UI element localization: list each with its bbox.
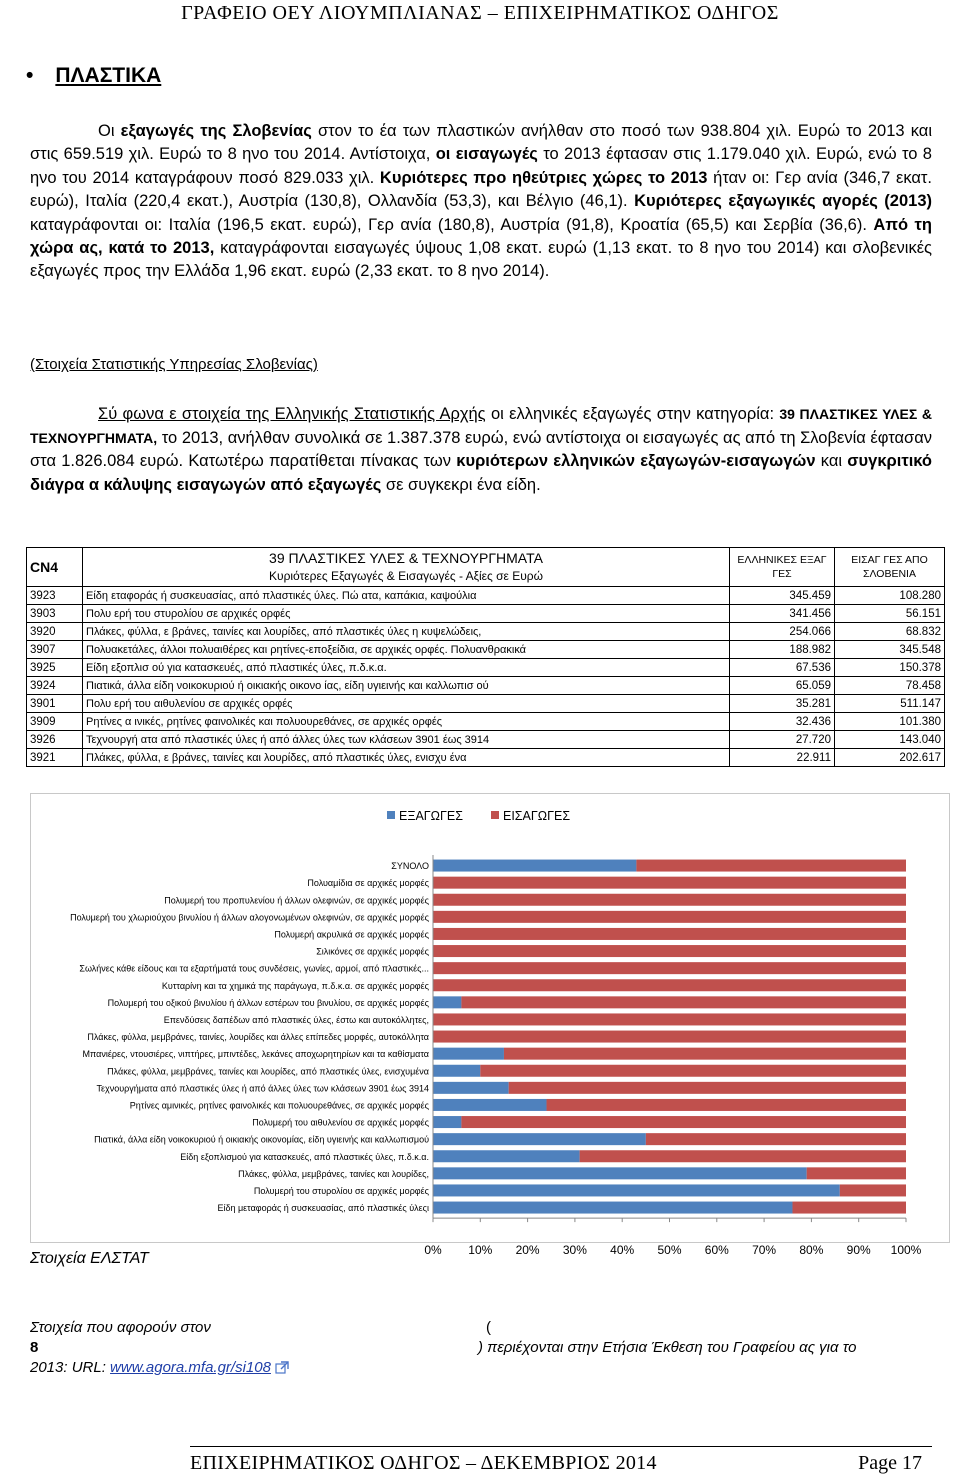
bar-exports (433, 996, 461, 1008)
para2-segment: συγκριτικό διάγρα α κάλυψης εισαγωγών από εξαγωγές (30, 452, 933, 494)
x-tick-label: 80% (799, 1243, 824, 1258)
table-cell-code: 3903 (27, 605, 83, 623)
table-row (27, 695, 945, 713)
table-row (27, 587, 945, 605)
category-label: Πολυμερή του στυρολίου σε αρχικές μορφές (253, 1185, 429, 1196)
table-cell-exports: 22.911 (730, 749, 835, 767)
page-header-title: ΓΡΑΦΕΙΟ ΟΕΥ ΛΙΟΥΜΠΛΙΑΝΑΣ – ΕΠΙΧΕΙΡΗΜΑΤΙΚΟΣ ΟΔΗΓΟΣ (181, 2, 779, 24)
x-tick-label: 30% (562, 1243, 587, 1258)
table-header-row (27, 548, 945, 587)
source-note-elstat: Στοιχεία ΕΛΣΤΑΤ (30, 1250, 149, 1267)
x-tick-label: 50% (657, 1243, 682, 1258)
para1-segment: Από τη χώρα ας, κατά το 2013, (30, 215, 932, 258)
table-title: 39 ΠΛΑΣΤΙΚΕΣ ΥΛΕΣ & ΤΕΧΝΟΥΡΓΗΜΑΤΑ (269, 550, 543, 566)
para1-segment: εξαγωγές της Σλοβενίας (120, 122, 312, 140)
category-label: Πλάκες, φύλλα, μεμβράνες, ταινίες και λουρίδες, (238, 1168, 429, 1179)
table-cell-exports: 188.982 (730, 641, 835, 659)
bar-exports (433, 1099, 547, 1111)
table-cell-imports: 143.040 (835, 731, 945, 749)
trade-table (26, 547, 945, 767)
table-cell-imports: 56.151 (835, 605, 945, 623)
section-title-text: ΠΛΑΣΤΙΚΑ (55, 64, 162, 87)
table-cell-exports: 32.436 (730, 713, 835, 731)
x-tick-label: 100% (890, 1243, 922, 1258)
table-row (27, 605, 945, 623)
category-label: Είδη εξοπλισμού για κατασκευές, από πλαστικές ύλες, π.δ.κ.α. (180, 1151, 429, 1162)
bar-exports (433, 1116, 461, 1128)
para2-segment: 39 ΠΛΑΣΤΙΚΕΣ ΥΛΕΣ & ΤΕΧΝΟΥΡΓΗΜΑΤΑ, (30, 406, 932, 446)
category-label: Πολυμερή του αιθυλενίου σε αρχικές μορφές (252, 1117, 429, 1128)
bar-exports (433, 1167, 807, 1179)
category-label: Πολυαμίδια σε αρχικές μορφές (307, 878, 429, 889)
bar-imports (433, 945, 906, 957)
bar-imports (636, 860, 906, 872)
para1-segment: το 2013 έφτασαν στις 1.179.040 χιλ. Ευρώ, ενώ το 8 ηνο του 2014 καταγράφουν ποσό 829.033 χιλ. (30, 145, 932, 187)
table-row (27, 713, 945, 731)
bar-imports (433, 911, 906, 923)
para2-segment: οι ελληνικές εξαγωγές στην κατηγορία: (485, 405, 780, 423)
paragraph-greek-trade (30, 403, 932, 497)
bar-imports (433, 979, 906, 991)
bar-exports (433, 1202, 792, 1214)
table-cell-imports: 511.147 (835, 695, 945, 713)
table-cell-code: 3920 (27, 623, 83, 641)
page-number: Page 17 (858, 1452, 922, 1474)
table-cell-description: Είδη εταφοράς ή συσκευασίας, από πλαστικές ύλες. Πώ ατα, καπάκια, καψούλια (83, 587, 730, 605)
category-label: Πολυμερή του χλωριούχου βινυλίου ή άλλων αλογονωμένων ολεφινών, σε αρχικές μορφές (70, 912, 429, 923)
table-row (27, 749, 945, 767)
bar-imports (433, 894, 906, 906)
para2-segment: το 2013, ανήλθαν συνολικά σε 1.387.378 ευρώ, ενώ αντίστοιχα οι εισαγωγές ας από τη Σλοβενία έφτασαν στα 1.826.084 ευρώ. Κατωτέρω παρατίθεται πίνακας των (30, 428, 932, 471)
table-row (27, 731, 945, 749)
category-label: Ρητίνες αμινικές, ρητίνες φαινολικές και πολυουρεθάνες, σε αρχικές μορφές (129, 1100, 429, 1111)
para1-segment: Κυριότερες προ ηθεύτριες χώρες το 2013 (379, 168, 708, 187)
bar-imports (509, 1082, 906, 1094)
para2-segment: κυριότερων ελληνικών εξαγωγών-εισαγωγών (456, 452, 816, 471)
table-cell-code: 3921 (27, 749, 83, 767)
table-cell-code: 3926 (27, 731, 83, 749)
category-label: Μπανιέρες, ντουσιέρες, νιπτήρες, μπιντέδες, λεκάνες αποχωρητηρίων και τα καθίσματα (82, 1049, 429, 1060)
table-cell-imports: 101.380 (835, 713, 945, 731)
footnote-line3: 2013: URL: (30, 1359, 111, 1376)
source-note-slovenia: (Στοιχεία Στατιστικής Υπηρεσίας Σλοβενίας) (30, 356, 318, 373)
bar-imports (792, 1202, 906, 1214)
x-tick-label: 0% (424, 1243, 442, 1258)
category-label: Σωλήνες κάθε είδους και τα εξαρτήματά τους συνδέσεις, γωνίες, αρμοί, από πλαστικές... (79, 963, 429, 974)
table-cell-imports: 78.458 (835, 677, 945, 695)
table-cell-imports: 345.548 (835, 641, 945, 659)
table-cell-imports: 68.832 (835, 623, 945, 641)
footnote-line2-number: 8 (30, 1339, 39, 1356)
para1-segment: καταγράφονται εισαγωγές ύψους 1,08 εκατ. ευρώ (1,13 εκατ. το 8 ηνο του 2014) και σλοβενικές εξαγωγές προς την Ελλάδα 1,96 εκατ. ευρώ (2,33 εκατ. το 8 ηνο 2014). (30, 239, 932, 281)
report-link[interactable]: www.agora.mfa.gr/si108 (110, 1359, 271, 1376)
x-tick-label: 70% (752, 1243, 777, 1258)
table-row (27, 641, 945, 659)
bar-imports (580, 1150, 906, 1162)
x-tick-label: 10% (468, 1243, 493, 1258)
external-link-icon[interactable] (275, 1361, 289, 1375)
category-label: Κυτταρίνη και τα χημικά της παράγωγα, π.δ.κ.α. σε αρχικές μορφές (161, 980, 429, 991)
bar-imports (433, 877, 906, 889)
footer-rule (190, 1446, 932, 1447)
table-cell-code: 3925 (27, 659, 83, 677)
bar-exports (433, 1133, 646, 1145)
footnote-line2: ) περιέχονται στην Ετήσια Έκθεση του Γραφείου ας για το (478, 1339, 857, 1356)
bar-imports (547, 1099, 906, 1111)
section-title (26, 64, 161, 88)
table-cell-exports: 65.059 (730, 677, 835, 695)
bar-imports (646, 1133, 906, 1145)
bar-exports (433, 860, 636, 872)
coverage-chart (30, 793, 950, 1258)
bar-imports (461, 1116, 906, 1128)
table-header-exports: ΕΛΛΗΝΙΚΕΣ ΕΞΑΓ ΓΕΣ (730, 548, 835, 587)
table-cell-exports: 254.066 (730, 623, 835, 641)
bar-imports (433, 962, 906, 974)
category-label: Πολυμερή του οξικού βινυλίου ή άλλων εστέρων του βινυλίου, σε αρχικές μορφές (107, 997, 429, 1008)
bar-imports (504, 1048, 906, 1060)
table-cell-imports: 150.378 (835, 659, 945, 677)
table-row (27, 659, 945, 677)
para2-segment: και (815, 452, 848, 471)
table-cell-description: Πλάκες, φύλλα, ε βράνες, ταινίες και λουρίδες, από πλαστικές ύλες, ενισχυ ένα (83, 749, 730, 767)
table-cell-exports: 345.459 (730, 587, 835, 605)
x-tick-label: 20% (515, 1243, 540, 1258)
table-cell-exports: 67.536 (730, 659, 835, 677)
table-header-code: CN4 (27, 548, 83, 587)
table-cell-description: Τεχνουργή ατα από πλαστικές ύλες ή από άλλες ύλες των κλάσεων 3901 έως 3914 (83, 731, 730, 749)
table-cell-code: 3924 (27, 677, 83, 695)
bar-imports (807, 1167, 906, 1179)
para1-segment: Κυριότερες εξαγωγικές αγορές (2013) (634, 192, 933, 211)
category-label: ΣΥΝΟΛΟ (391, 861, 429, 872)
footer-text: ΕΠΙΧΕΙΡΗΜΑΤΙΚΟΣ ΟΔΗΓΟΣ – ΔΕΚΕΜΒΡΙΟΣ 2014 (190, 1452, 657, 1474)
table-cell-description: Πλάκες, φύλλα, ε βράνες, ταινίες και λουρίδες, από πλαστικές ύλες η κυψελώδεις, (83, 623, 730, 641)
table-cell-code: 3907 (27, 641, 83, 659)
table-cell-exports: 27.720 (730, 731, 835, 749)
bar-imports (433, 1031, 906, 1043)
category-label: Πολυμερή ακρυλικά σε αρχικές μορφές (274, 929, 429, 940)
category-label: Πολυμερή του προπυλενίου ή άλλων ολεφινών, σε αρχικές μορφές (164, 895, 429, 906)
table-cell-description: Είδη εξοπλισ ού για κατασκευές, από πλαστικές ύλες, π.δ.κ.α. (83, 659, 730, 677)
para1-segment: ήταν οι: Γερ ανία (346,7 εκατ. ευρώ), Ιταλία (220,4 εκατ.), Αυστρία (130,8), Ολλανδία (53,3), και Βέλγιο (46,1). (30, 168, 933, 211)
bar-imports (480, 1065, 906, 1077)
table-cell-code: 3923 (27, 587, 83, 605)
category-label: Επενδύσεις δαπέδων από πλαστικές ύλες, έστω και αυτοκόλλητες, (163, 1014, 429, 1025)
bar-exports (433, 1184, 840, 1196)
category-label: Πλάκες, φύλλα, μεμβράνες, ταινίες, λουρίδες και άλλες επίπεδες μορφές, αυτοκόλλητα (87, 1032, 429, 1043)
legend-label: ΕΙΣΑΓΩΓΕΣ (503, 809, 571, 823)
table-row (27, 623, 945, 641)
bar-imports (840, 1184, 906, 1196)
table-cell-code: 3901 (27, 695, 83, 713)
table-cell-exports: 341.456 (730, 605, 835, 623)
bullet-icon: • (26, 64, 34, 87)
paragraph-slovenia-trade (30, 120, 932, 284)
footnote-line1: Στοιχεία που αφορούν στον (30, 1319, 211, 1336)
para1-segment: οι εισαγωγές (435, 145, 538, 164)
bar-exports (433, 1150, 580, 1162)
legend-swatch (491, 811, 499, 819)
para2-segment: Σύ φωνα ε στοιχεία της Ελληνικής Στατιστικής Αρχής (98, 405, 486, 423)
bar-imports (433, 1013, 906, 1025)
table-header-title (83, 548, 730, 587)
footnote-paren: ( (486, 1319, 491, 1336)
table-subtitle: Κυριότερες Εξαγωγές & Εισαγωγές - Αξίες σε Ευρώ (269, 569, 543, 583)
chart-svg (31, 794, 949, 1258)
table-row (27, 677, 945, 695)
category-label: Είδη μεταφοράς ή συσκευασίας, από πλαστικές ύλεςι (217, 1203, 429, 1214)
footnote (30, 1318, 940, 1378)
para1-segment: καταγράφονται οι: Ιταλία (196,5 εκατ. ευρώ), Γερ ανία (180,8), Αυστρία (91,8), Κροατία (65,5) και Σερβία (36,6). (30, 215, 874, 234)
table-cell-description: Πολυακετάλες, άλλοι πολυαιθέρες και ρητίνες-εποξείδια, σε αρχικές ορφές. Πολυανθρακικά (83, 641, 730, 659)
bar-exports (433, 1048, 504, 1060)
bar-exports (433, 1082, 509, 1094)
legend-swatch (387, 811, 395, 819)
category-label: Σιλικόνες σε αρχικές μορφές (316, 946, 429, 957)
category-label: Τεχνουργήματα από πλαστικές ύλες ή από άλλες ύλες των κλάσεων 3901 έως 3914 (96, 1083, 429, 1094)
category-label: Πλάκες, φύλλα, μεμβράνες, ταινίες και λουρίδες, από πλαστικές ύλες, ενισχυμένα (107, 1066, 429, 1077)
para1-segment: Οι (98, 122, 121, 140)
bar-imports (433, 928, 906, 940)
table-cell-imports: 108.280 (835, 587, 945, 605)
table-cell-imports: 202.617 (835, 749, 945, 767)
x-tick-label: 40% (610, 1243, 635, 1258)
bar-imports (461, 996, 906, 1008)
x-tick-label: 60% (704, 1243, 729, 1258)
category-label: Πιατικά, άλλα είδη νοικοκυριού ή οικιακής οικονομίας, είδη υγιεινής και καλλωπισμού (94, 1134, 429, 1145)
table-cell-description: Ρητίνες α ινικές, ρητίνες φαινολικές και πολυουρεθάνες, σε αρχικές ορφές (83, 713, 730, 731)
table-cell-code: 3909 (27, 713, 83, 731)
table-header-imports: ΕΙΣΑΓ ΓΕΣ ΑΠΟ ΣΛΟΒΕΝΙΑ (835, 548, 945, 587)
table-cell-exports: 35.281 (730, 695, 835, 713)
table-cell-description: Πιατικά, άλλα είδη νοικοκυριού ή οικιακής οικονο ίας, είδη υγιεινής και καλλωπισ ού (83, 677, 730, 695)
legend-label: ΕΞΑΓΩΓΕΣ (399, 809, 463, 823)
table-cell-description: Πολυ ερή του αιθυλενίου σε αρχικές ορφές (83, 695, 730, 713)
para2-segment: σε συγκεκρι ένα είδη. (381, 475, 541, 494)
table-cell-description: Πολυ ερή του στυρολίου σε αρχικές ορφές (83, 605, 730, 623)
para1-segment: στον το έα των πλαστικών ανήλθαν στο ποσό των 938.804 χιλ. Ευρώ το 2013 και στις 659.519 χιλ. Ευρώ το 8 ηνο του 2014. Αντίστοιχα, (30, 122, 932, 164)
bar-exports (433, 1065, 480, 1077)
x-tick-label: 90% (846, 1243, 871, 1258)
